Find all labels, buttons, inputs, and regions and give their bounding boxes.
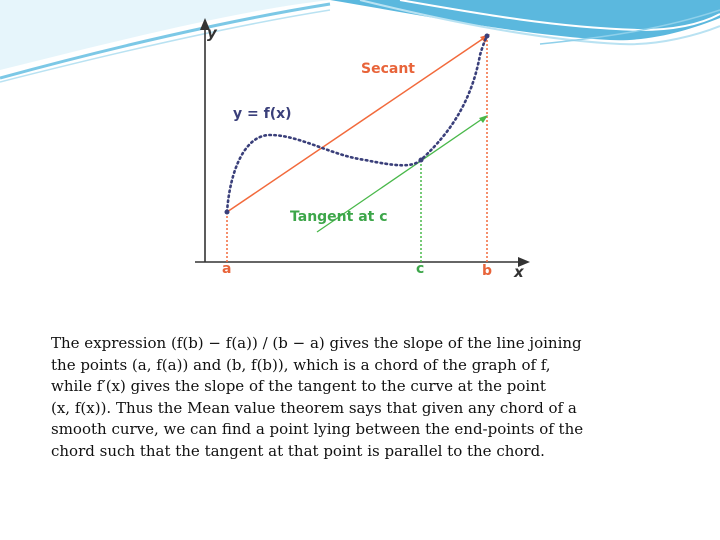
- tick-label-a: a: [222, 261, 232, 277]
- x-axis-label: x: [514, 263, 524, 281]
- caption-line: smooth curve, we can find a point lying between the end-points of the: [51, 420, 584, 439]
- caption-line: while f′(x) gives the slope of the tangent to the curve at the point: [51, 377, 546, 396]
- point-c: [419, 158, 424, 163]
- curve-label: y = f(x): [233, 106, 292, 122]
- caption-paragraph: [51, 333, 651, 463]
- secant-label: Secant: [361, 61, 415, 77]
- tick-label-b: b: [482, 263, 493, 279]
- caption-line: The expression (f(b) − f(a)) / (b − a) gives the slope of the line joining: [51, 334, 582, 352]
- secant-line: [227, 36, 487, 212]
- tangent-label: Tangent at c: [290, 209, 388, 225]
- y-axis-label: y: [207, 24, 217, 42]
- caption-line: chord such that the tangent at that point is parallel to the chord.: [51, 441, 545, 460]
- point-a: [225, 210, 230, 215]
- tick-label-c: c: [416, 261, 425, 277]
- caption-line: (x, f(x)). Thus the Mean value theorem says that given any chord of a: [51, 398, 577, 417]
- header-decoration: [0, 0, 720, 82]
- point-b: [485, 34, 490, 39]
- caption-line: the points (a, f(a)) and (b, f(b)), which is a chord of the graph of f,: [51, 355, 551, 374]
